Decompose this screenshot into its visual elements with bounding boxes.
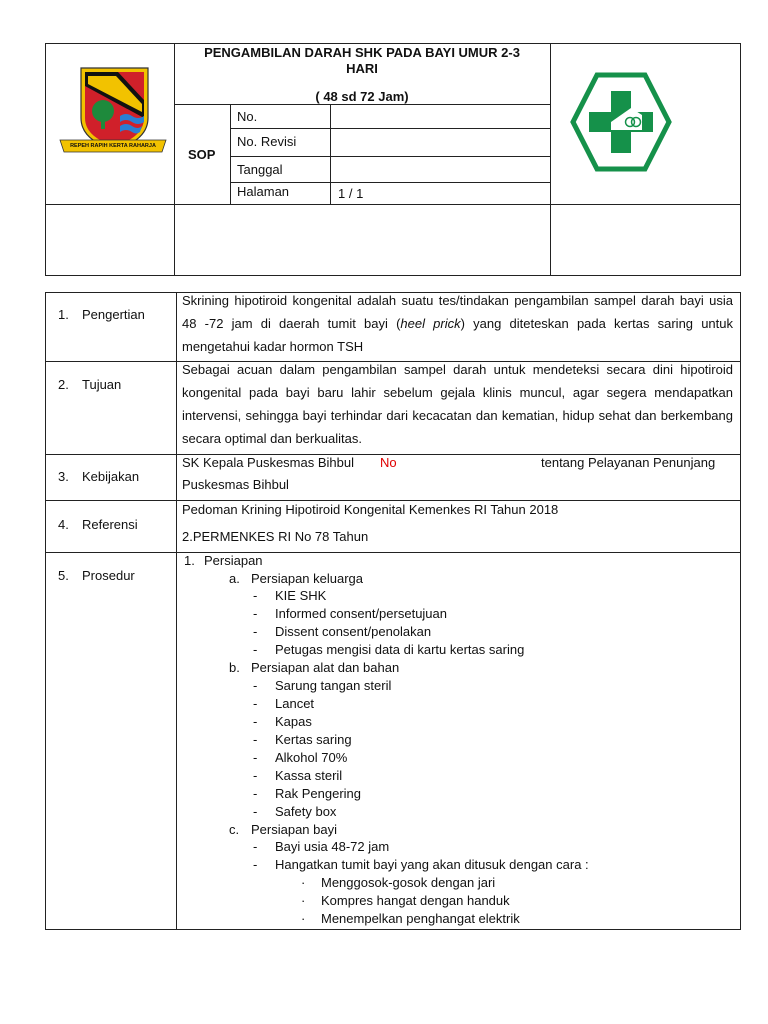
list-item: Kapas xyxy=(275,714,312,729)
sub-list-item: Kompres hangat dengan handuk xyxy=(321,893,510,908)
kebijakan-text-b: tentang Pelayanan Penunjang xyxy=(541,455,716,470)
kebijakan-text-a: SK Kepala Puskesmas Bihbul xyxy=(182,455,354,470)
row-label-referensi: Referensi xyxy=(82,517,138,532)
dash-bullet: - xyxy=(253,642,258,657)
meta-halaman-value: 1 / 1 xyxy=(338,186,364,201)
row-number-3: 3. xyxy=(58,469,69,484)
list-item: Sarung tangan steril xyxy=(275,678,392,693)
sop-label: SOP xyxy=(188,147,216,162)
dot-bullet: · xyxy=(301,893,306,908)
row-number-2: 2. xyxy=(58,377,69,392)
dash-bullet: - xyxy=(253,696,258,711)
row-label-tujuan: Tujuan xyxy=(82,377,122,392)
dot-bullet: · xyxy=(301,875,306,890)
section-c-title: Persiapan bayi xyxy=(251,822,337,837)
referensi-line1: Pedoman Krining Hipotiroid Kongenital Kemenkes RI Tahun 2018 xyxy=(182,502,559,517)
list-item: Bayi usia 48-72 jam xyxy=(275,839,390,854)
dash-bullet: - xyxy=(253,786,258,801)
dash-bullet: - xyxy=(253,750,258,765)
section-b-label: b. xyxy=(229,660,240,675)
dot-bullet: · xyxy=(301,911,306,926)
dash-bullet: - xyxy=(253,732,258,747)
list-item: Rak Pengering xyxy=(275,786,361,801)
step-1-title: Persiapan xyxy=(204,553,263,568)
list-item: Hangatkan tumit bayi yang akan ditusuk dengan cara : xyxy=(275,857,589,872)
dash-bullet: - xyxy=(253,624,258,639)
list-item: Dissent consent/penolakan xyxy=(275,624,432,639)
list-item: KIE SHK xyxy=(275,588,327,603)
section-c-label: c. xyxy=(229,822,240,837)
kabupaten-crest-logo xyxy=(58,66,168,158)
referensi-line2: 2.PERMENKES RI No 78 Tahun xyxy=(182,529,369,544)
tujuan-text: Sebagai acuan dalam pengambilan sampel darah untuk mendeteksi secara dini hipotiroid kongenital pada bayi baru lahir sebelum gejala klinis muncul, agar segera mendapatkan intervensi, sehingga bayi terhindar dari kecacatan dan kematian, hidup sehat dan berkembang secara optimal dan berkualitas. xyxy=(182,362,733,446)
section-b-title: Persiapan alat dan bahan xyxy=(251,660,400,675)
list-item: Informed consent/persetujuan xyxy=(275,606,447,621)
meta-revisi-label: No. Revisi xyxy=(237,134,297,149)
list-item: Lancet xyxy=(275,696,315,711)
list-item: Kassa steril xyxy=(275,768,343,783)
dash-bullet: - xyxy=(253,768,258,783)
sub-list-item: Menempelkan penghangat elektrik xyxy=(321,911,520,926)
meta-tanggal-label: Tanggal xyxy=(237,162,283,177)
list-item: Petugas mengisi data di kartu kertas saring xyxy=(275,642,525,657)
row-number-5: 5. xyxy=(58,568,69,583)
row-number-4: 4. xyxy=(58,517,69,532)
document-title-line1: PENGAMBILAN DARAH SHK PADA BAYI UMUR 2-3 xyxy=(204,45,520,60)
row-label-pengertian: Pengertian xyxy=(82,307,145,322)
row-number-1: 1. xyxy=(58,307,69,322)
dash-bullet: - xyxy=(253,678,258,693)
dash-bullet: - xyxy=(253,804,258,819)
dash-bullet: - xyxy=(253,857,258,872)
dash-bullet: - xyxy=(253,714,258,729)
list-item: Alkohol 70% xyxy=(275,750,348,765)
puskesmas-logo xyxy=(570,72,672,172)
dash-bullet: - xyxy=(253,588,258,603)
dash-bullet: - xyxy=(253,606,258,621)
list-item: Safety box xyxy=(275,804,337,819)
kebijakan-no-placeholder: No xyxy=(380,455,397,470)
crest-banner-text: REPEH RAPIH KERTA RAHARJA xyxy=(70,143,156,149)
puskesmas-cross-icon xyxy=(570,72,672,172)
kebijakan-text-c: Puskesmas Bihbul xyxy=(182,477,289,492)
section-a-label: a. xyxy=(229,571,240,586)
list-item: Kertas saring xyxy=(275,732,352,747)
section-a-title: Persiapan keluarga xyxy=(251,571,364,586)
document-title-line2: HARI xyxy=(346,61,378,76)
sub-list-item: Menggosok-gosok dengan jari xyxy=(321,875,496,890)
heel-prick-term: heel prick xyxy=(400,316,461,331)
meta-halaman-label: Halaman xyxy=(237,184,290,199)
meta-no-label: No. xyxy=(237,109,258,124)
step-1-number: 1. xyxy=(184,553,195,568)
pengertian-text: Skrining hipotiroid kongenital adalah suatu tes/tindakan pengambilan sampel darah bayi usia 48 -72 jam di daerah tumit bayi (heel prick) yang diteteskan pada kertas saring untuk mengetahui kadar hormon TSH xyxy=(182,293,734,354)
document-title-line3: ( 48 sd 72 Jam) xyxy=(315,89,409,104)
row-label-prosedur: Prosedur xyxy=(82,568,135,583)
row-label-kebijakan: Kebijakan xyxy=(82,469,140,484)
dash-bullet: - xyxy=(253,839,258,854)
